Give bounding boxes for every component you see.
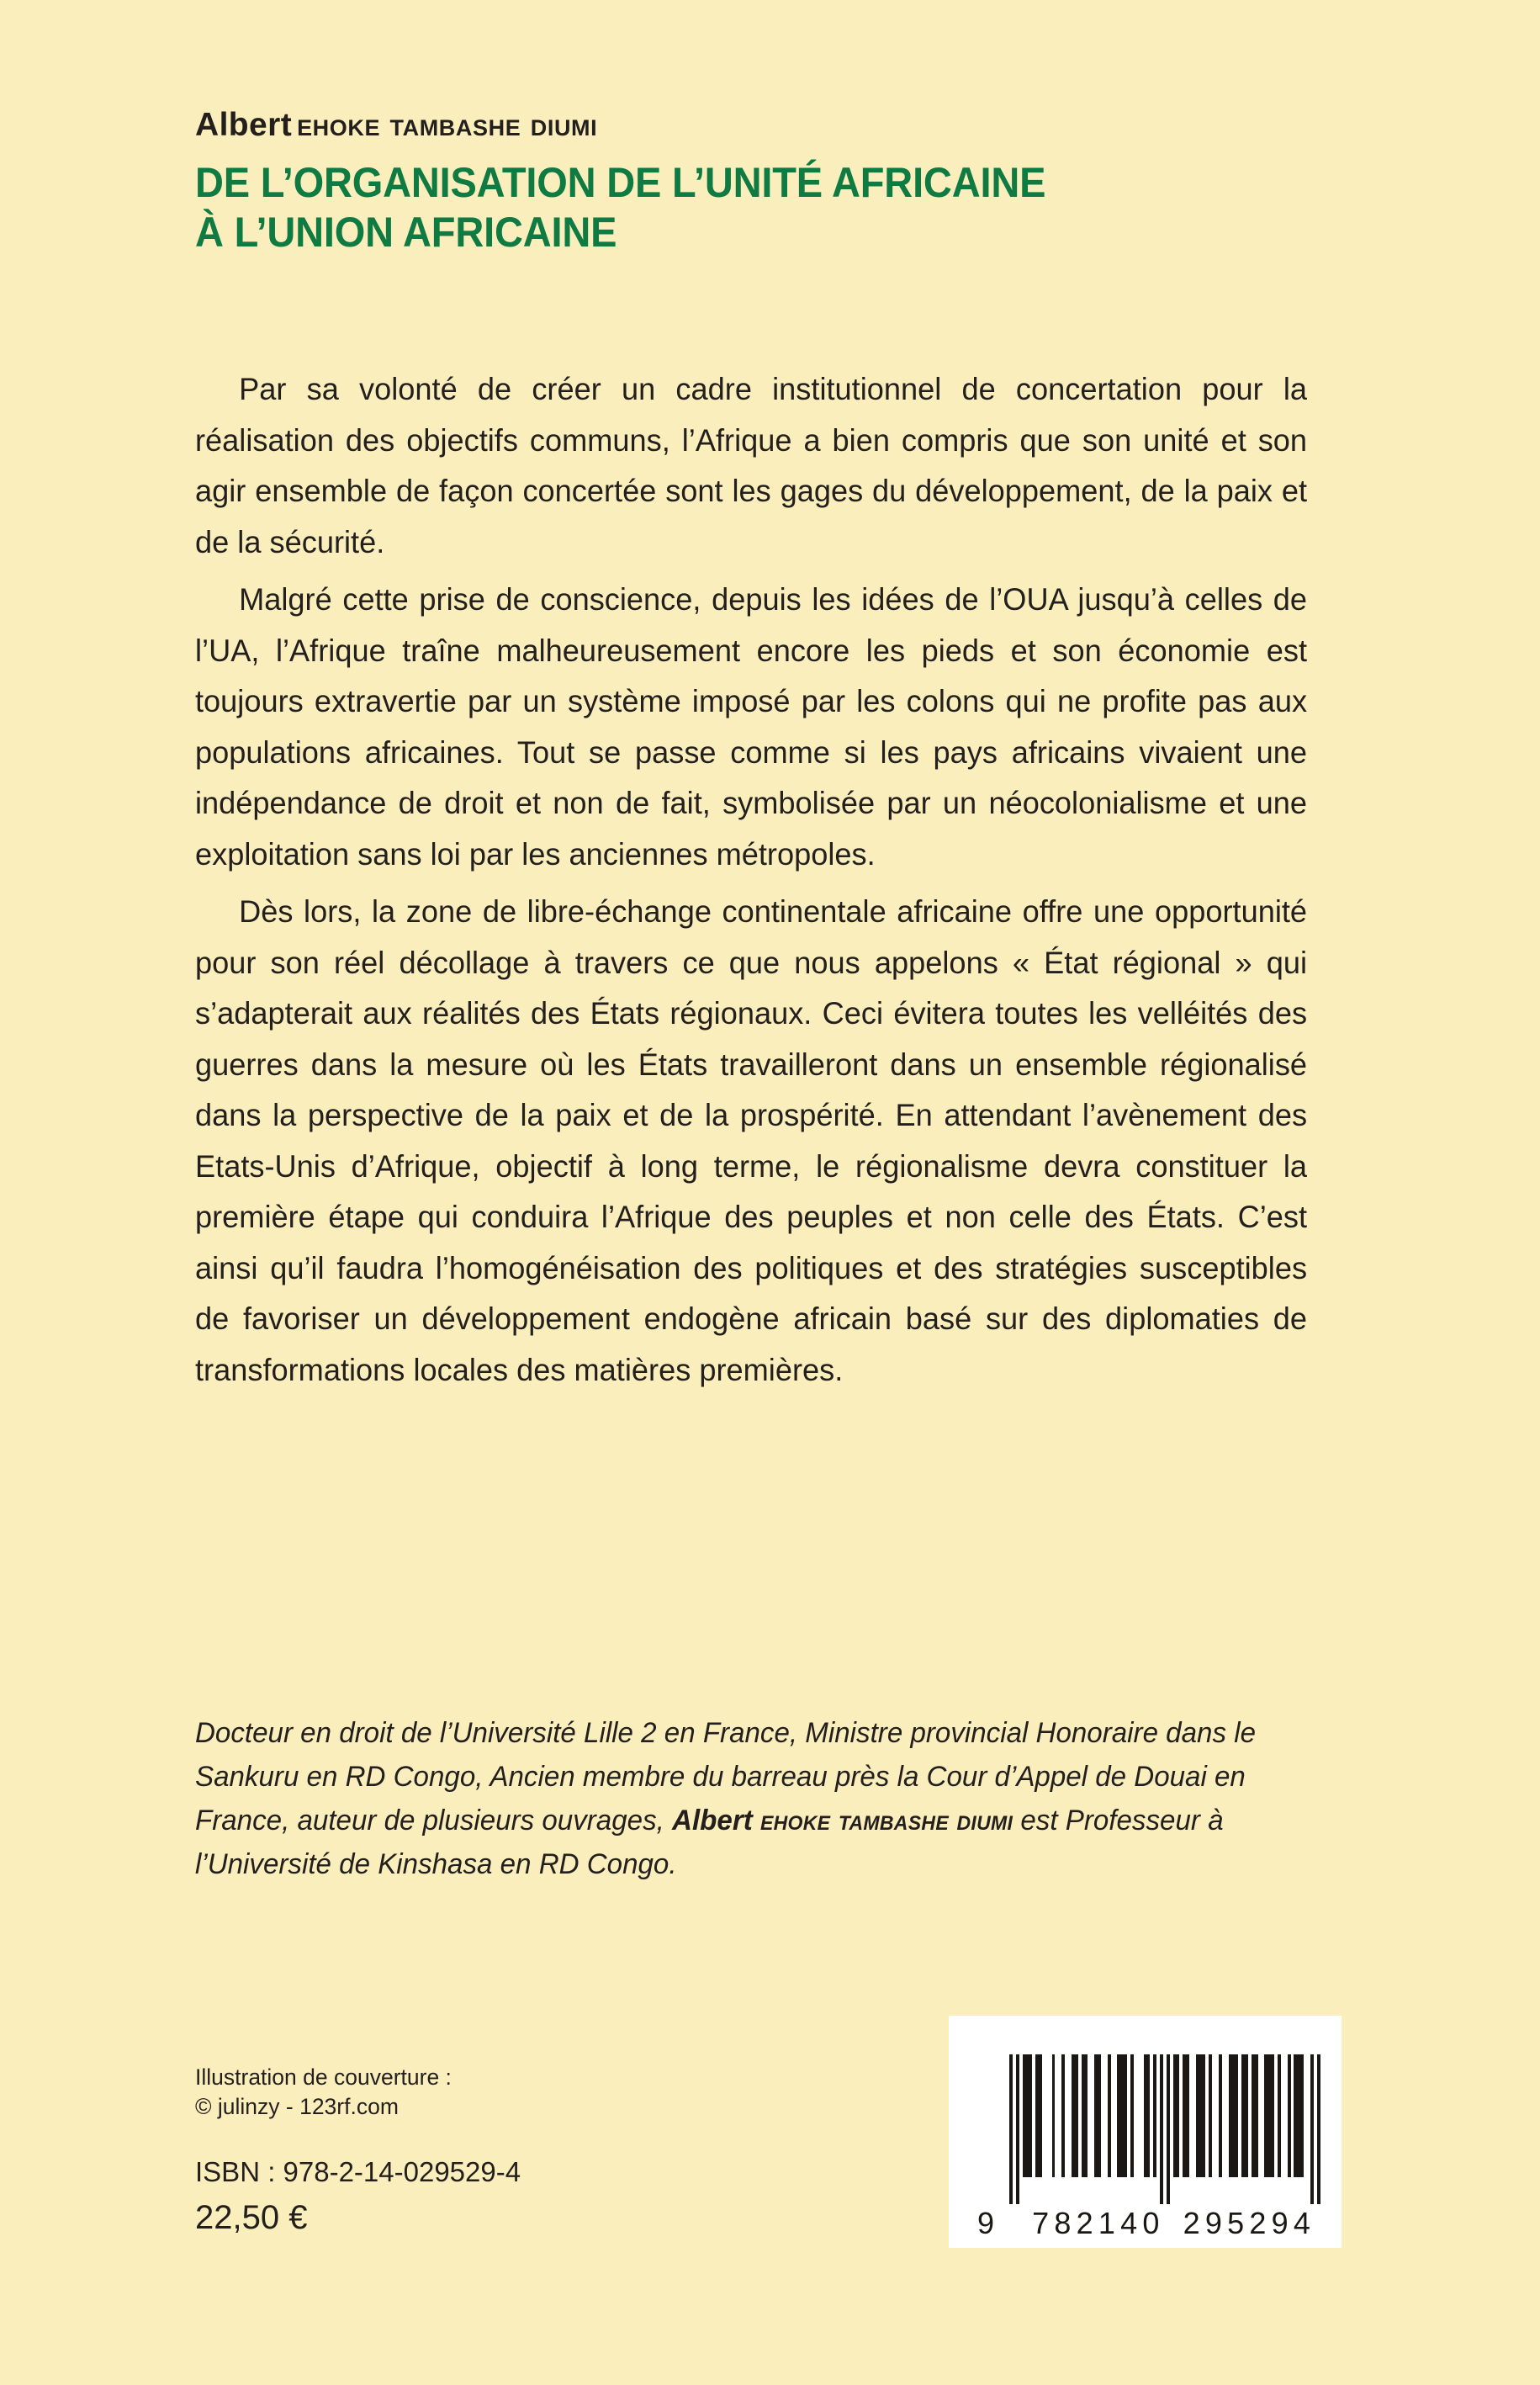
title-line-2: À L’UNION AFRICAINE [195, 208, 617, 256]
barcode-digit: 9 [1271, 2206, 1289, 2240]
blurb-paragraph-3: Dès lors, la zone de libre-échange continentale africaine offre une opportunité pour son réel décollage à travers ce que nous appelons « État régional » qui s’adapterait aux réalités des États régionaux. Ceci évitera toutes les velléités des guerres dans la mesure où les États travailleront dans un ensemble régionalisé dans la perspective de la paix et de la prospérité. En attendant l’avènement des Etats-Unis d’Afrique, objectif à long terme, le régionalisme devra constituer la première étape qui conduira l’Afrique des peuples et non celle des États. C’est ainsi qu’il faudra l’homogénéisation des politiques et des stratégies susceptibles de favoriser un développement endogène africain basé sur des diplomaties de transformations locales des matières premières. [195, 893, 1308, 1387]
barcode-digit: 7 [1032, 2206, 1050, 2240]
bio-author-name [672, 1805, 1013, 1836]
barcode-bars [977, 2054, 1326, 2204]
cover-credit-label: Illustration de couverture : [195, 2064, 452, 2090]
barcode-digit: 4 [1293, 2206, 1310, 2240]
barcode-left-group [1014, 2206, 1172, 2241]
barcode-digit: 5 [1227, 2206, 1245, 2240]
barcode-module [1317, 2054, 1320, 2204]
author-given-name: Albert [195, 107, 293, 143]
price-text: 22,50 € [195, 2199, 308, 2236]
author-surname: ehoke tambashe diumi [297, 107, 598, 143]
barcode-digit: 0 [1142, 2206, 1160, 2240]
isbn-text: ISBN : 978-2-14-029529-4 [195, 2156, 521, 2187]
bio-author-surname: ehoke tambashe diumi [759, 1805, 1013, 1836]
barcode-digit: 2 [1183, 2206, 1200, 2240]
bio-text-before-name: Docteur en droit de l’Université Lille 2 en France, Ministre provincial Honoraire dans le Sankuru en RD Congo, Ancien membre du barreau près la Cour d’Appel de Douai en France, auteur de plusieurs ouvrages, [195, 1717, 1256, 1836]
barcode-digit: 9 [1204, 2206, 1222, 2240]
barcode-digit: 4 [1120, 2206, 1138, 2240]
cover-header [195, 108, 1356, 257]
cover-credit [195, 2063, 767, 2122]
page-title [195, 158, 1286, 257]
title-line-1: DE L’ORGANISATION DE L’UNITÉ AFRICAINE [195, 158, 1046, 206]
footer-info [195, 2063, 767, 2239]
bio-text-after-name: est Professeur à l’Université de Kinshasa en RD Congo. [195, 1805, 1224, 1880]
barcode-digit: 1 [1098, 2206, 1115, 2240]
cover-credit-source: © julinzy - 123rf.com [195, 2094, 399, 2119]
barcode-bar-stripes [1009, 2054, 1321, 2204]
barcode-lead-digit: 9 [977, 2206, 995, 2240]
blurb-paragraph-1: Par sa volonté de créer un cadre institutionnel de concertation pour la réalisation des objectifs communs, l’Afrique a bien compris que son unité et son agir ensemble de façon concertée sont les gages du développement, de la paix et de la sécurité. [195, 371, 1308, 559]
barcode-digit: 2 [1249, 2206, 1267, 2240]
barcode-digit: 8 [1054, 2206, 1072, 2240]
barcode-digits [977, 2204, 1326, 2241]
bio-author-given: Albert [672, 1805, 753, 1836]
author-biography [195, 1711, 1303, 1886]
blurb-paragraph-2: Malgré cette prise de conscience, depuis les idées de l’OUA jusqu’à celles de l’UA, l’Afrique traîne malheureusement encore les pieds et son économie est toujours extravertie par un système imposé par les colons qui ne profite pas aux populations africaines. Tout se passe comme si les pays africains vivaient une indépendance de droit et non de fait, symbolisée par un néocolonialisme et une exploitation sans loi par les anciennes métropoles. [195, 581, 1308, 872]
barcode-digit: 2 [1076, 2206, 1093, 2240]
blurb-text [195, 363, 1307, 1395]
author-name [195, 108, 1356, 144]
barcode-right-group [1172, 2206, 1327, 2241]
barcode-panel [949, 2016, 1342, 2248]
